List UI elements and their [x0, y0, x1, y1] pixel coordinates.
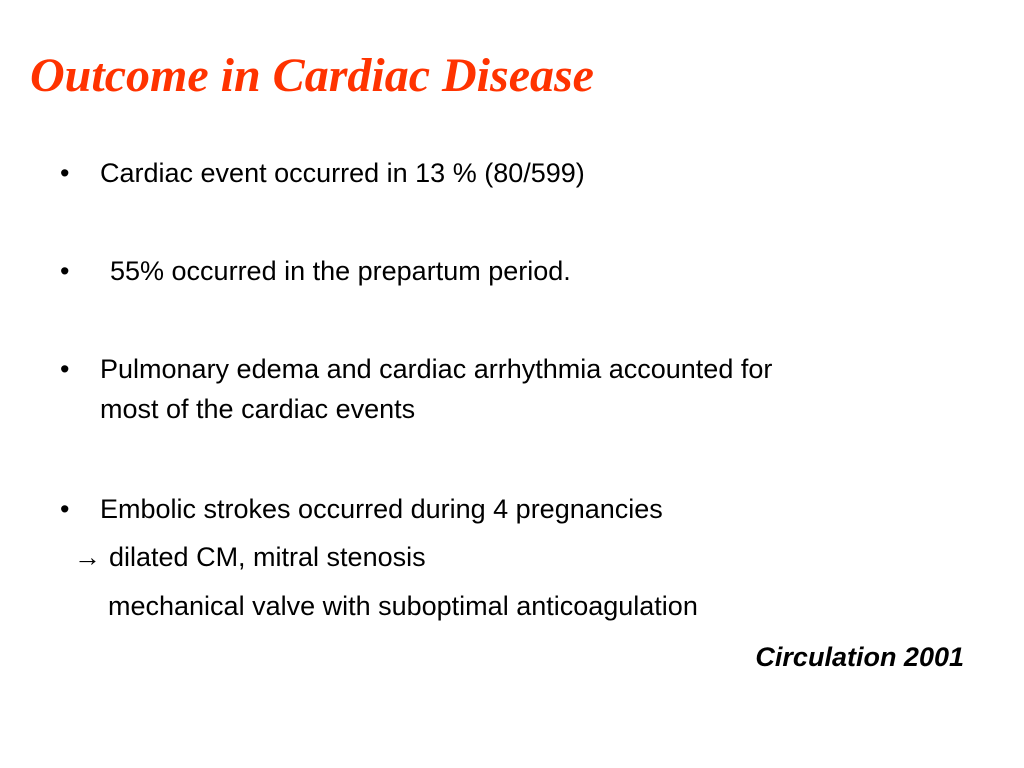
bullet-icon: •: [60, 354, 70, 384]
sub-item-mechanical-valve: [108, 587, 698, 625]
bullet-icon: •: [60, 494, 70, 524]
bullet-icon: •: [60, 158, 70, 188]
bullet-text: 55% occurred in the prepartum period.: [110, 256, 571, 286]
bullet-icon: •: [60, 256, 70, 286]
bullet-text-line-2: most of the cardiac events: [100, 394, 416, 424]
bullet-text: Cardiac event occurred in 13 % (80/599): [100, 158, 585, 188]
arrow-right-icon: →: [74, 542, 101, 572]
citation: Circulation 2001: [755, 642, 964, 672]
bullet-text: Embolic strokes occurred during 4 pregnancies: [100, 494, 663, 524]
sub-item-text: mechanical valve with suboptimal anticoagulation: [108, 591, 698, 621]
bullet-text-line-1: Pulmonary edema and cardiac arrhythmia accounted for: [100, 354, 773, 384]
slide-title: Outcome in Cardiac Disease: [30, 49, 594, 102]
sub-item-dilated-cm: [74, 538, 426, 576]
sub-item-text: dilated CM, mitral stenosis: [109, 542, 426, 572]
